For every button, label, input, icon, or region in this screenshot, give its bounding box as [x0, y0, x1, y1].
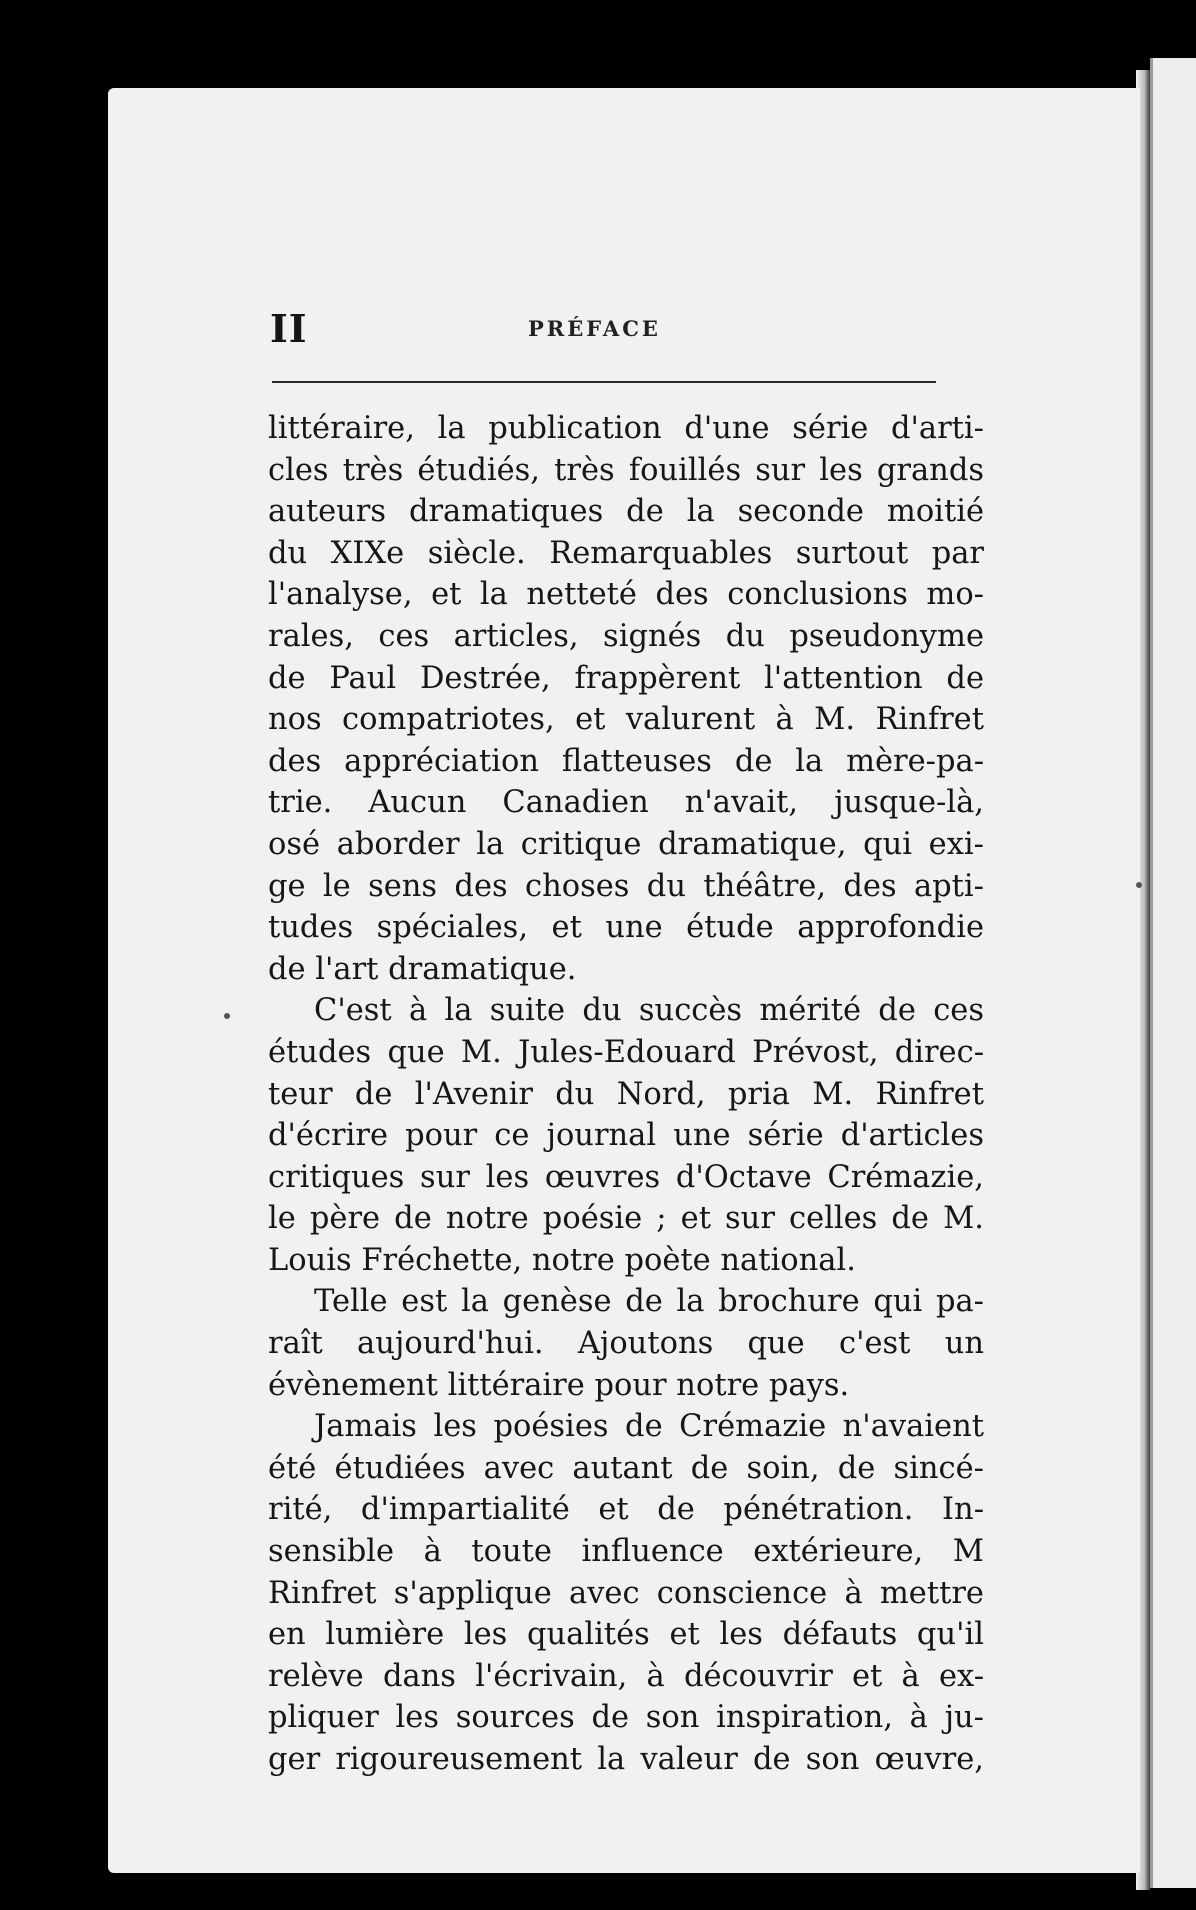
- adjacent-page-edge: [1150, 58, 1196, 1888]
- text-line: tudes spéciales, et une étude approfondie: [268, 910, 984, 946]
- paragraph: [268, 408, 984, 990]
- body-text: [268, 408, 984, 1781]
- text-line: pliquer les sources de son inspiration, à ju-: [268, 1700, 984, 1736]
- text-line: Telle est la genèse de la brochure qui pa-: [314, 1284, 984, 1320]
- text-line: cles très étudiés, très fouillés sur les grands: [268, 452, 984, 488]
- text-line: littéraire, la publication d'une série d'arti-: [268, 411, 984, 446]
- text-line: sensible à toute influence extérieure, M: [268, 1534, 984, 1570]
- text-line: en lumière les qualités et les défauts qu'il: [268, 1617, 984, 1653]
- text-line: le père de notre poésie ; et sur celles de M.: [268, 1201, 984, 1237]
- text-line: rité, d'impartialité et de pénétration. In-: [268, 1492, 984, 1528]
- running-head: PRÉFACE: [528, 316, 661, 341]
- header-rule: [272, 381, 936, 383]
- text-line: d'écrire pour ce journal une série d'articles: [268, 1118, 984, 1154]
- paragraph: [268, 990, 984, 1281]
- text-line: ger rigoureusement la valeur de son œuvre,: [268, 1742, 984, 1777]
- text-line: relève dans l'écrivain, à découvrir et à ex-: [268, 1658, 984, 1694]
- text-line: raît aujourd'hui. Ajoutons que c'est un: [268, 1326, 984, 1362]
- paragraph: [268, 1406, 984, 1780]
- scan-speck: [1136, 882, 1142, 888]
- text-line: des appréciation flatteuses de la mère-pa-: [268, 743, 984, 779]
- text-line: Louis Fréchette, notre poète national.: [268, 1242, 856, 1278]
- text-line: osé aborder la critique dramatique, qui exi-: [268, 826, 984, 862]
- text-line: C'est à la suite du succès mérité de ces: [314, 993, 984, 1029]
- text-line: critiques sur les œuvres d'Octave Crémazie,: [268, 1159, 984, 1195]
- text-line: Rinfret s'applique avec conscience à mettre: [268, 1575, 984, 1611]
- text-line: Jamais les poésies de Crémazie n'avaient: [314, 1409, 984, 1445]
- text-line: de Paul Destrée, frappèrent l'attention de: [268, 660, 984, 696]
- text-line: l'analyse, et la netteté des conclusions mo-: [268, 577, 984, 613]
- text-line: auteurs dramatiques de la seconde moitié: [268, 494, 984, 530]
- scan-speck: [224, 1013, 230, 1019]
- text-line: rales, ces articles, signés du pseudonyme: [268, 618, 984, 654]
- text-line: trie. Aucun Canadien n'avait, jusque-là,: [268, 785, 984, 821]
- paragraph: [268, 1281, 984, 1406]
- text-line: évènement littéraire pour notre pays.: [268, 1367, 850, 1403]
- text-line: été étudiées avec autant de soin, de sincé-: [268, 1450, 984, 1486]
- text-line: de l'art dramatique.: [268, 951, 577, 987]
- text-line: du XIXe siècle. Remarquables surtout par: [268, 535, 984, 571]
- text-line: nos compatriotes, et valurent à M. Rinfret: [268, 702, 984, 738]
- text-line: ge le sens des choses du théâtre, des apti-: [268, 868, 984, 904]
- page-number: II: [270, 306, 308, 351]
- page-header: [270, 300, 938, 350]
- text-line: études que M. Jules-Edouard Prévost, direc-: [268, 1034, 984, 1070]
- text-line: teur de l'Avenir du Nord, pria M. Rinfret: [268, 1076, 984, 1112]
